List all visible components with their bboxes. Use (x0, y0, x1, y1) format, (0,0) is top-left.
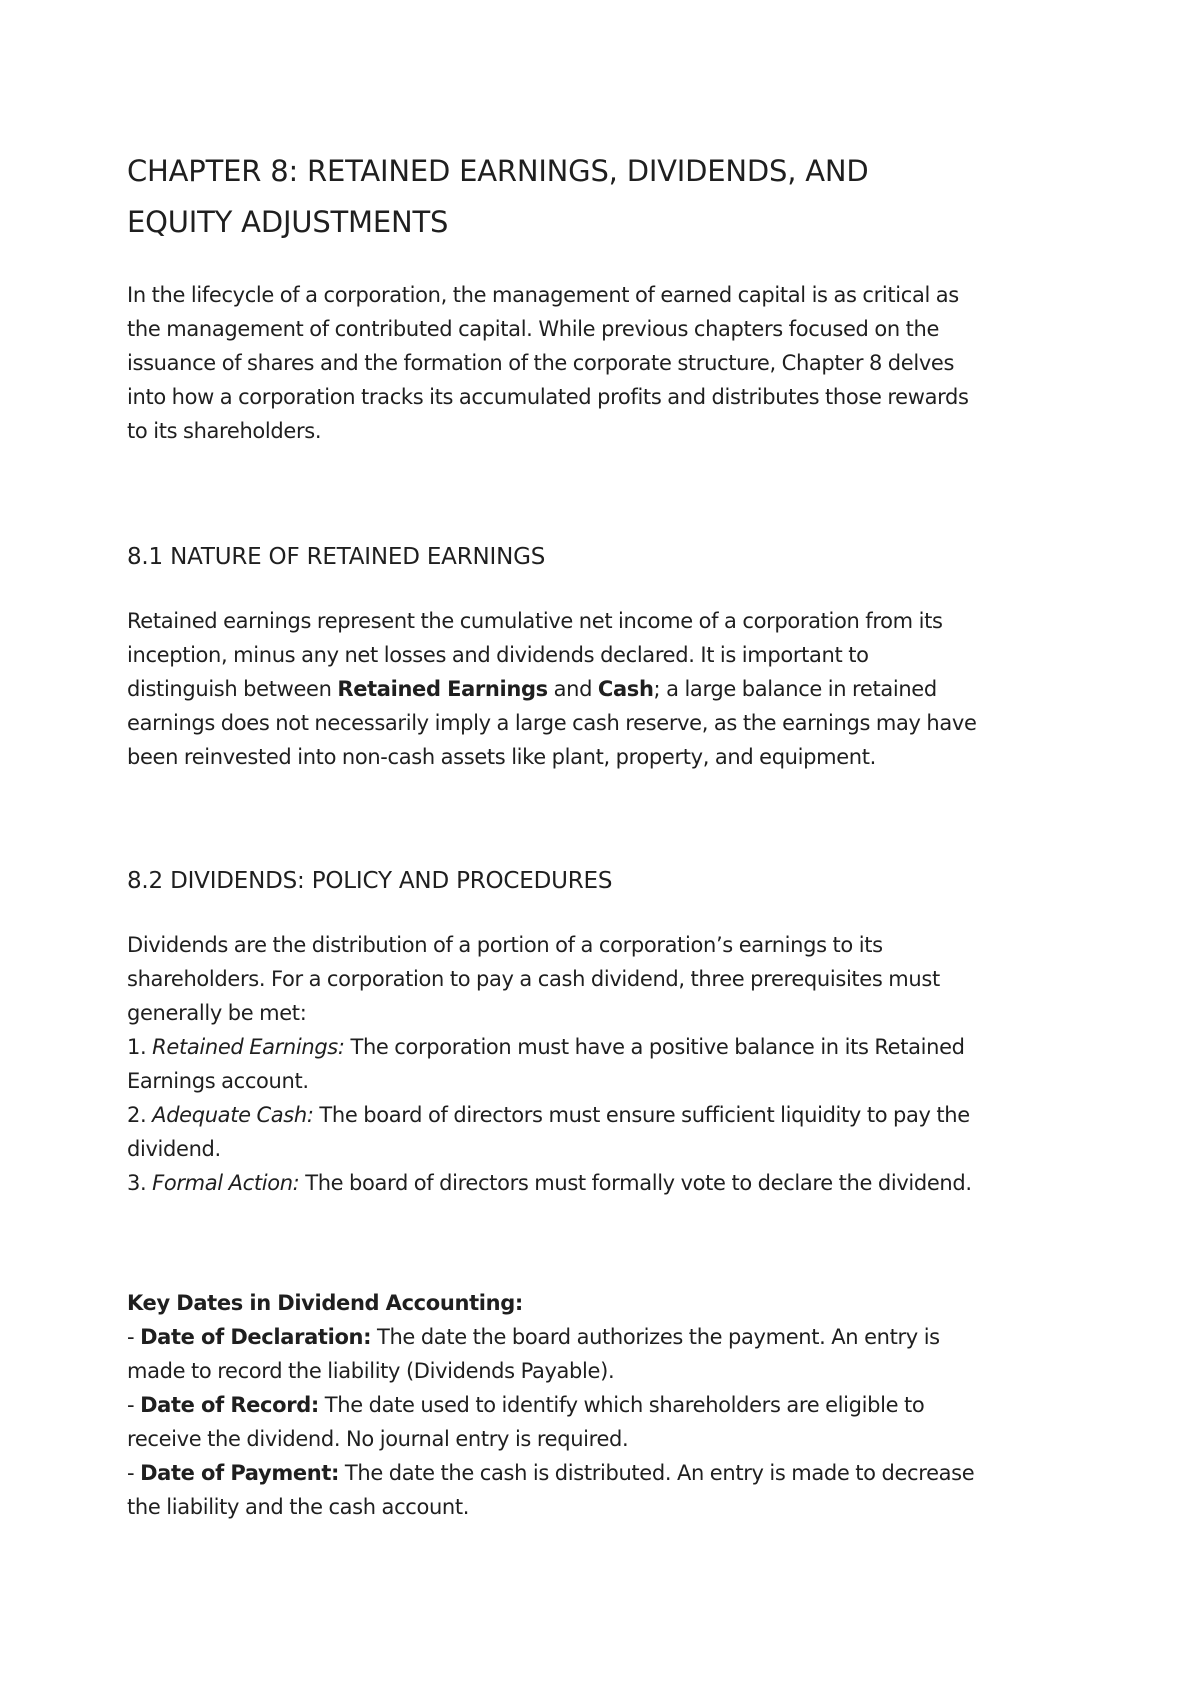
key-dates-heading: Key Dates in Dividend Accounting: (127, 1291, 523, 1315)
retained-earnings-paragraph (127, 604, 1087, 774)
key-date-item (127, 1388, 1087, 1422)
section-heading-8-2: 8.2 DIVIDENDS: POLICY AND PROCEDURES (127, 868, 613, 894)
chapter-title-line: CHAPTER 8: RETAINED EARNINGS, DIVIDENDS, AND (127, 154, 869, 188)
text-line: Dividends are the distribution of a portion of a corporation’s earnings to its (127, 933, 883, 957)
item-text: The date the cash is distributed. An entry is made to decrease (339, 1461, 975, 1485)
item-continuation: Earnings account. (127, 1069, 309, 1093)
item-text: The date the board authorizes the payment. An entry is (371, 1325, 940, 1349)
item-label: Date of Declaration: (140, 1325, 372, 1349)
item-label: Formal Action: (152, 1171, 300, 1195)
text-line: been reinvested into non-cash assets like plant, property, and equipment. (127, 745, 876, 769)
chapter-title-line: EQUITY ADJUSTMENTS (127, 205, 449, 239)
item-label: Adequate Cash: (152, 1103, 314, 1127)
text-segment: distinguish between (127, 677, 338, 701)
key-date-item (127, 1456, 1087, 1490)
item-text: The corporation must have a positive balance in its Retained (344, 1035, 965, 1059)
text-line: the management of contributed capital. While previous chapters focused on the (127, 317, 940, 341)
text-line: to its shareholders. (127, 419, 322, 443)
prerequisite-item (127, 1166, 1087, 1200)
key-date-item (127, 1320, 1087, 1354)
prerequisite-item (127, 1030, 1087, 1064)
text-line: generally be met: (127, 1001, 307, 1025)
item-continuation: dividend. (127, 1137, 221, 1161)
text-line: issuance of shares and the formation of the corporate structure, Chapter 8 delves (127, 351, 955, 375)
chapter-title (127, 146, 1087, 248)
bold-term-retained-earnings: Retained Earnings (337, 677, 548, 701)
item-number: 2. (127, 1103, 153, 1127)
text-segment: and (547, 677, 598, 701)
item-number: 3. (127, 1171, 153, 1195)
text-line (127, 672, 1087, 706)
item-label: Retained Earnings: (152, 1035, 345, 1059)
item-text: The board of directors must formally vote to declare the dividend. (299, 1171, 972, 1195)
text-line: into how a corporation tracks its accumulated profits and distributes those rewards (127, 385, 969, 409)
text-line: shareholders. For a corporation to pay a cash dividend, three prerequisites must (127, 967, 940, 991)
item-continuation: receive the dividend. No journal entry is required. (127, 1427, 629, 1451)
item-text: The board of directors must ensure sufficient liquidity to pay the (313, 1103, 970, 1127)
item-number: 1. (127, 1035, 153, 1059)
item-continuation: made to record the liability (Dividends Payable). (127, 1359, 615, 1383)
section-heading-8-1: 8.1 NATURE OF RETAINED EARNINGS (127, 544, 546, 570)
bold-term-cash: Cash (597, 677, 654, 701)
text-line: In the lifecycle of a corporation, the management of earned capital is as critical as (127, 283, 959, 307)
item-text: The date used to identify which shareholders are eligible to (318, 1393, 925, 1417)
text-line: inception, minus any net losses and dividends declared. It is important to (127, 643, 869, 667)
prerequisite-item (127, 1098, 1087, 1132)
text-segment: ; a large balance in retained (653, 677, 937, 701)
intro-paragraph (127, 278, 1087, 448)
text-line: earnings does not necessarily imply a large cash reserve, as the earnings may have (127, 711, 977, 735)
item-continuation: the liability and the cash account. (127, 1495, 470, 1519)
item-dash: - (127, 1325, 141, 1349)
item-dash: - (127, 1393, 141, 1417)
key-dates-paragraph (127, 1286, 1087, 1524)
item-label: Date of Record: (140, 1393, 319, 1417)
item-dash: - (127, 1461, 141, 1485)
item-label: Date of Payment: (140, 1461, 340, 1485)
text-line: Retained earnings represent the cumulative net income of a corporation from its (127, 609, 943, 633)
dividends-paragraph (127, 928, 1087, 1200)
